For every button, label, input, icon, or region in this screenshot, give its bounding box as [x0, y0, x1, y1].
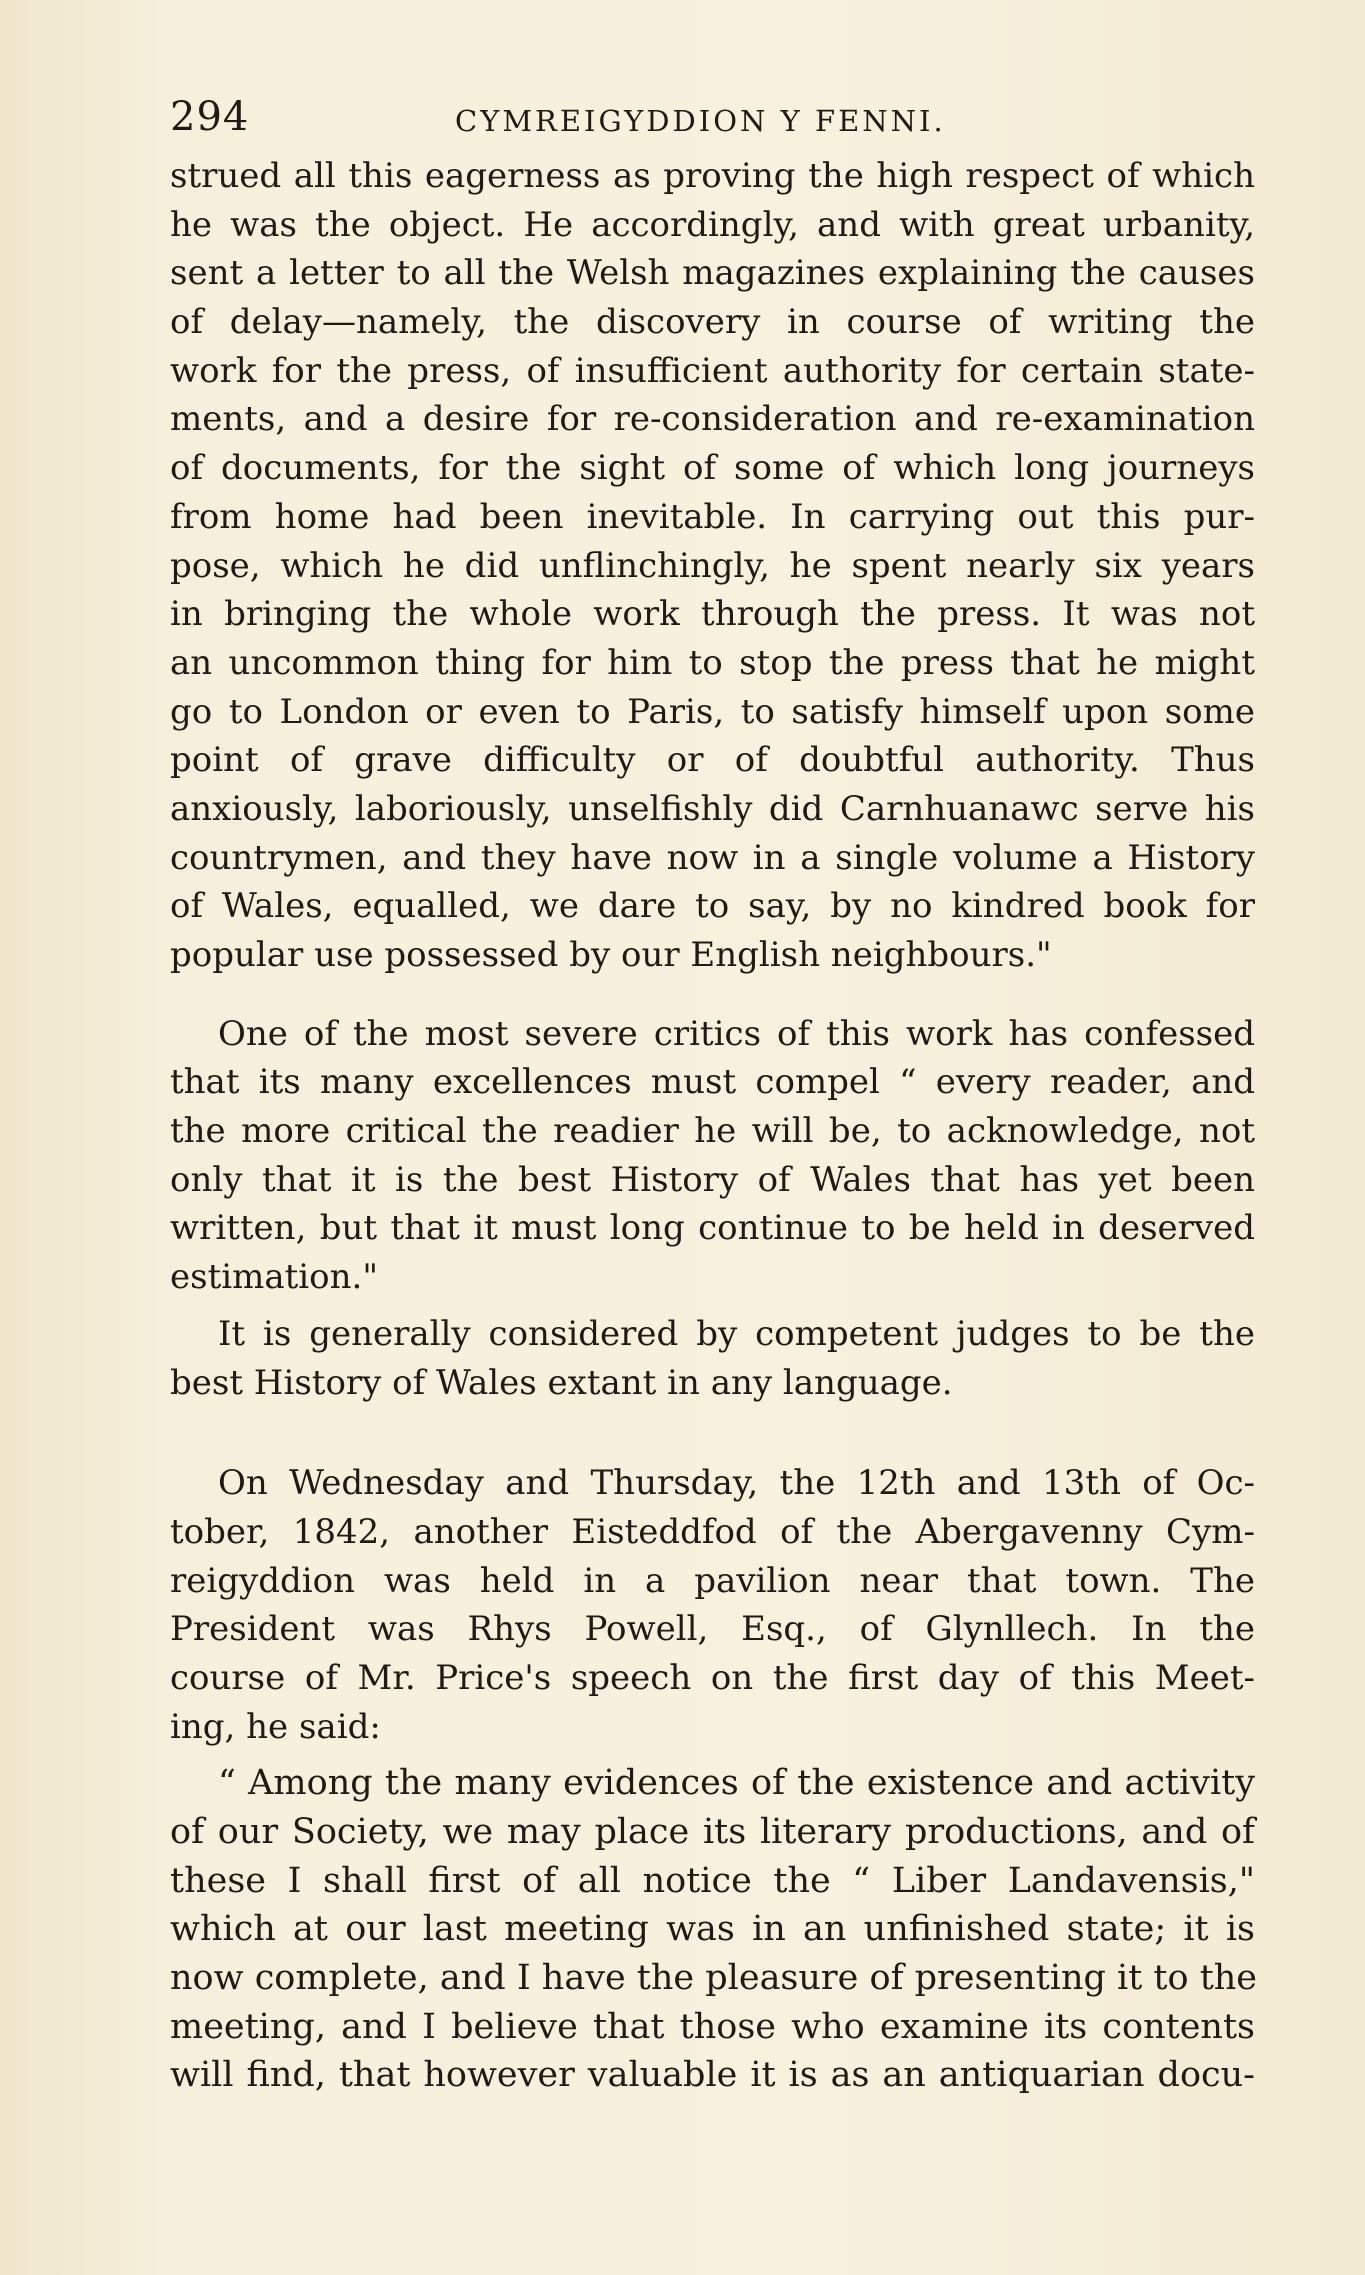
- paragraph-eisteddfod: [170, 1459, 1255, 1751]
- text-line: an uncommon thing for him to stop the press that he might: [170, 642, 1255, 683]
- text-line: will find, that however valuable it is as an antiquarian docu-: [170, 2055, 1255, 2096]
- paragraph-best-history: [170, 1310, 1255, 1407]
- paragraph-speech-quote: [170, 1759, 1258, 2100]
- text-line: ing, he said:: [170, 1706, 381, 1747]
- text-line: ments, and a desire for re-consideration and re-examination: [170, 399, 1255, 440]
- text-line: from home had been inevitable. In carrying out this pur-: [170, 496, 1255, 537]
- paragraph-continuation: [170, 152, 1255, 980]
- page-header: [170, 92, 1255, 142]
- text-line: On Wednesday and Thursday, the 12th and 13th of Oc-: [218, 1463, 1255, 1504]
- text-line: go to London or even to Paris, to satisfy himself upon some: [170, 691, 1255, 732]
- text-line: estimation.": [170, 1257, 378, 1298]
- text-line: point of grave difficulty or of doubtful authority. Thus: [170, 740, 1255, 781]
- text-line: of Wales, equalled, we dare to say, by no kindred book for: [170, 886, 1255, 927]
- text-line: that its many excellences must compel “ every reader, and: [170, 1062, 1255, 1103]
- text-line: written, but that it must long continue to be held in deserved: [170, 1208, 1255, 1249]
- text-line: work for the press, of insufficient authority for certain state-: [170, 350, 1255, 391]
- paragraph-critics: [170, 1010, 1255, 1302]
- text-line: he was the object. He accordingly, and with great urbanity,: [170, 204, 1255, 245]
- text-line: only that it is the best History of Wales that has yet been: [170, 1159, 1255, 1200]
- page-number: 294: [170, 94, 250, 140]
- text-line: anxiously, laboriously, unselfishly did Carnhuanawc serve his: [170, 788, 1255, 829]
- text-line: tober, 1842, another Eisteddfod of the Abergavenny Cym-: [170, 1511, 1255, 1552]
- text-line: these I shall first of all notice the “ Liber Landavensis,": [170, 1860, 1255, 1901]
- text-line: It is generally considered by competent judges to be the: [218, 1313, 1255, 1354]
- text-line: which at our last meeting was in an unfinished state; it is: [170, 1909, 1255, 1950]
- text-line: “ Among the many evidences of the existence and activity: [218, 1763, 1255, 1804]
- text-line: course of Mr. Price's speech on the first day of this Meet-: [170, 1657, 1255, 1698]
- text-line: now complete, and I have the pleasure of presenting it to the: [170, 1958, 1258, 1999]
- text-line: of our Society, we may place its literary productions, and of: [170, 1812, 1255, 1852]
- text-line: One of the most severe critics of this work has confessed: [218, 1013, 1255, 1054]
- running-title: CYMREIGYDDION Y FENNI.: [455, 104, 946, 138]
- text-line: the more critical the readier he will be, to acknowledge, not: [170, 1111, 1255, 1152]
- text-line: of documents, for the sight of some of which long journeys: [170, 448, 1255, 489]
- text-line: pose, which he did unflinchingly, he spent nearly six years: [170, 545, 1255, 586]
- body-text: [170, 152, 1258, 2100]
- text-line: best History of Wales extant in any language.: [170, 1362, 953, 1403]
- text-line: reigyddion was held in a pavilion near that town. The: [170, 1560, 1255, 1601]
- text-line: strued all this eagerness as proving the high respect of which: [170, 156, 1255, 196]
- text-line: President was Rhys Powell, Esq., of Glynllech. In the: [170, 1609, 1255, 1650]
- text-line: popular use possessed by our English neighbours.": [170, 935, 1052, 975]
- text-line: in bringing the whole work through the press. It was not: [170, 594, 1255, 635]
- text-line: of delay—namely, the discovery in course of writing the: [170, 302, 1255, 343]
- text-line: meeting, and I believe that those who examine its contents: [170, 2006, 1255, 2047]
- text-line: countrymen, and they have now in a single volume a History: [170, 837, 1255, 878]
- text-line: sent a letter to all the Welsh magazines explaining the causes: [170, 253, 1255, 294]
